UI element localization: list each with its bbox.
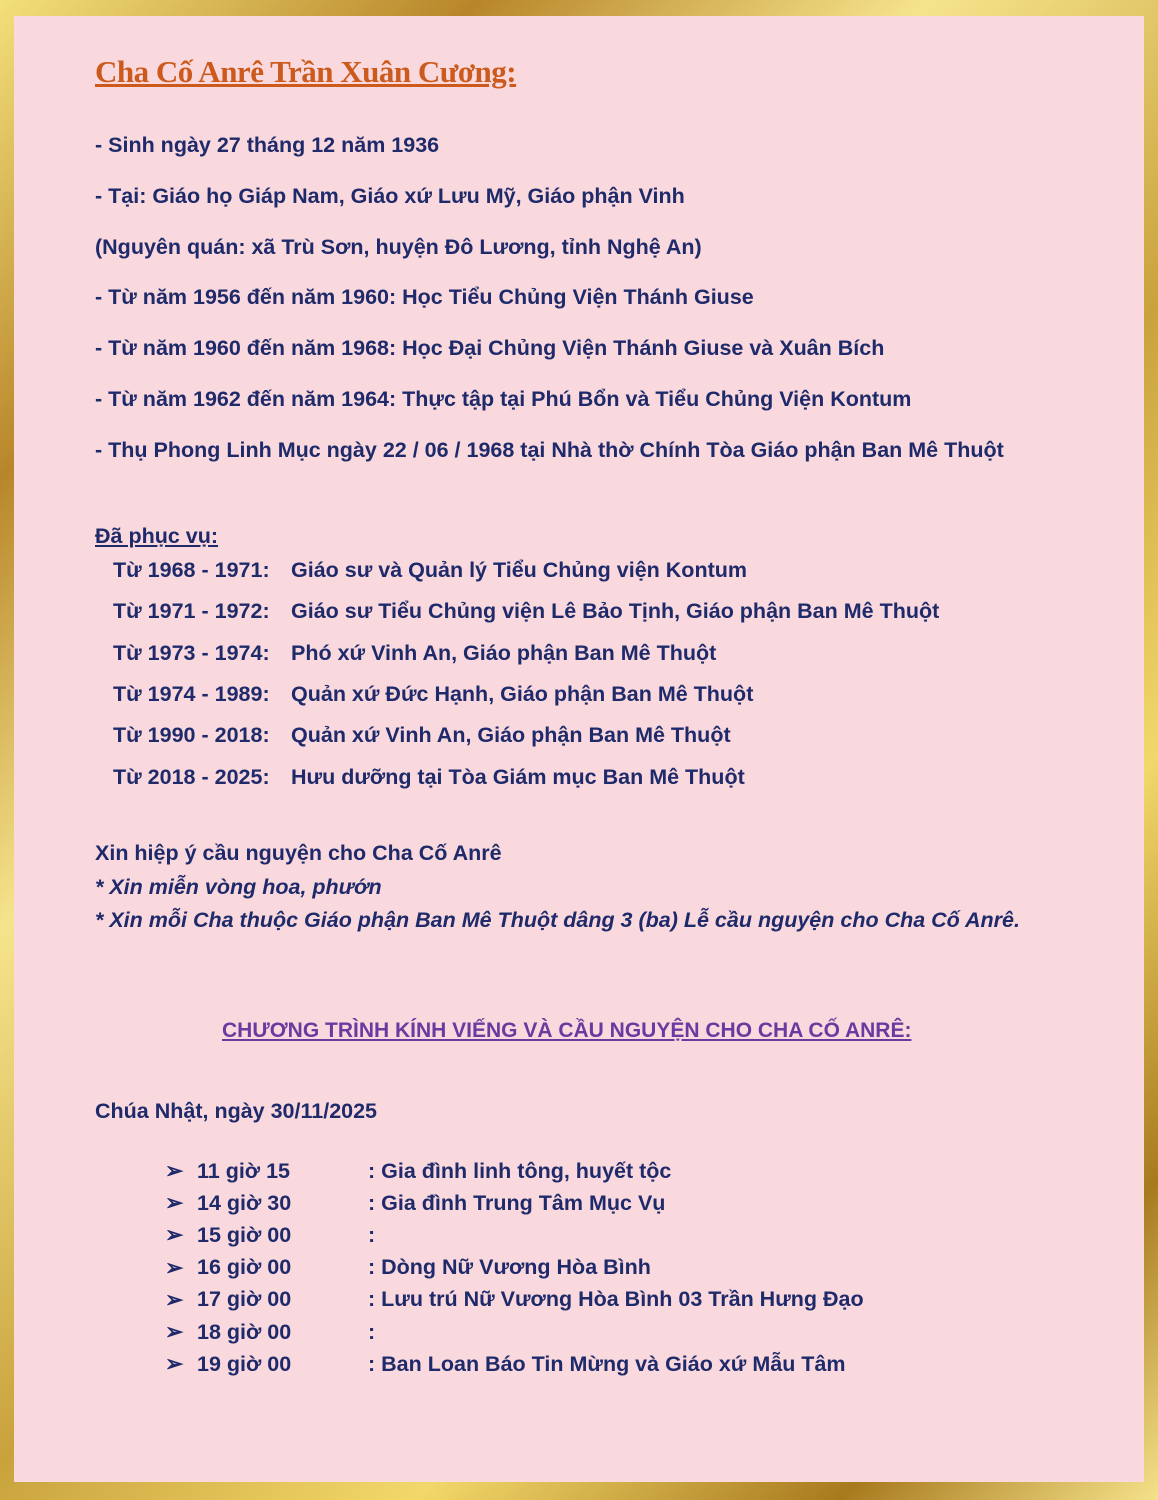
served-item [113,682,753,707]
schedule-time: 11 giờ 15 [197,1158,290,1183]
bio-line: - Sinh ngày 27 tháng 12 năm 1936 [95,133,440,157]
schedule-desc: : [368,1222,376,1247]
bio-line: - Từ năm 1960 đến năm 1968: Học Đại Chủng Viện Thánh Giuse và Xuân Bích [95,336,885,360]
schedule-time: 17 giờ 00 [197,1287,292,1312]
schedule-time: 16 giờ 00 [197,1255,292,1280]
bio-line: (Nguyên quán: xã Trù Sơn, huyện Đô Lương, tỉnh Nghệ An) [95,235,702,259]
served-item [113,765,745,790]
prayer-request: Xin hiệp ý cầu nguyện cho Cha Cố Anrê [95,841,502,865]
served-item [113,641,716,666]
schedule-desc: : Ban Loan Báo Tin Mừng và Giáo xứ Mẫu Tâm [368,1351,846,1376]
served-item [113,723,731,748]
served-item [113,599,939,624]
arrow-bullet-icon: ➢ [165,1222,184,1248]
served-heading: Đã phục vụ: [95,524,219,548]
served-role: Phó xứ Vinh An, Giáo phận Ban Mê Thuột [291,641,717,665]
bio-line: - Thụ Phong Linh Mục ngày 22 / 06 / 1968 tại Nhà thờ Chính Tòa Giáo phận Ban Mê Thuột [95,438,1004,462]
schedule-item [165,1155,864,1187]
note-line: * Xin mỗi Cha thuộc Giáo phận Ban Mê Thuột dâng 3 (ba) Lễ cầu nguyện cho Cha Cố Anrê. [95,908,1020,932]
served-role: Giáo sư và Quản lý Tiểu Chủng viện Kontum [291,558,747,582]
bio-line: - Từ năm 1956 đến năm 1960: Học Tiểu Chủng Viện Thánh Giuse [95,285,754,309]
schedule-item [165,1252,864,1284]
schedule-item [165,1219,864,1251]
arrow-bullet-icon: ➢ [165,1319,184,1345]
date-line: Chúa Nhật, ngày 30/11/2025 [95,1099,378,1123]
program-heading: CHƯƠNG TRÌNH KÍNH VIẾNG VÀ CẦU NGUYỆN CHO CHA CỐ ANRÊ: [222,1019,912,1042]
arrow-bullet-icon: ➢ [165,1190,184,1216]
served-role: Quản xứ Vinh An, Giáo phận Ban Mê Thuột [291,723,731,747]
schedule-list [165,1155,864,1380]
page-title: Cha Cố Anrê Trần Xuân Cương: [95,54,517,89]
bio-line: - Tại: Giáo họ Giáp Nam, Giáo xứ Lưu Mỹ, Giáo phận Vinh [95,184,685,208]
schedule-item [165,1284,864,1316]
schedule-item [165,1316,864,1348]
schedule-item [165,1348,864,1380]
served-role: Quản xứ Đức Hạnh, Giáo phận Ban Mê Thuột [291,682,754,706]
notice-page [14,16,1144,1482]
schedule-desc: : Gia đình Trung Tâm Mục Vụ [368,1190,666,1215]
schedule-desc: : [368,1319,376,1344]
arrow-bullet-icon: ➢ [165,1254,184,1280]
schedule-time: 19 giờ 00 [197,1351,292,1376]
schedule-time: 15 giờ 00 [197,1222,292,1247]
schedule-desc: : Gia đình linh tông, huyết tộc [368,1158,672,1183]
served-item [113,558,747,583]
schedule-desc: : Lưu trú Nữ Vương Hòa Bình 03 Trần Hưng Đạo [368,1287,864,1312]
served-years: Từ 2018 - 2025: [113,765,270,789]
served-years: Từ 1990 - 2018: [113,723,270,747]
served-years: Từ 1968 - 1971: [113,558,270,582]
bio-line: - Từ năm 1962 đến năm 1964: Thực tập tại Phú Bổn và Tiểu Chủng Viện Kontum [95,387,912,411]
served-years: Từ 1974 - 1989: [113,682,270,706]
schedule-time: 18 giờ 00 [197,1319,292,1344]
schedule-item [165,1187,864,1219]
note-line: * Xin miễn vòng hoa, phướn [95,875,382,899]
served-years: Từ 1971 - 1972: [113,599,270,623]
served-role: Hưu dưỡng tại Tòa Giám mục Ban Mê Thuột [291,765,745,789]
arrow-bullet-icon: ➢ [165,1286,184,1312]
served-years: Từ 1973 - 1974: [113,641,270,665]
arrow-bullet-icon: ➢ [165,1158,184,1184]
served-role: Giáo sư Tiểu Chủng viện Lê Bảo Tịnh, Giáo phận Ban Mê Thuột [291,599,940,623]
schedule-desc: : Dòng Nữ Vương Hòa Bình [368,1255,651,1280]
arrow-bullet-icon: ➢ [165,1351,184,1377]
schedule-time: 14 giờ 30 [197,1190,292,1215]
